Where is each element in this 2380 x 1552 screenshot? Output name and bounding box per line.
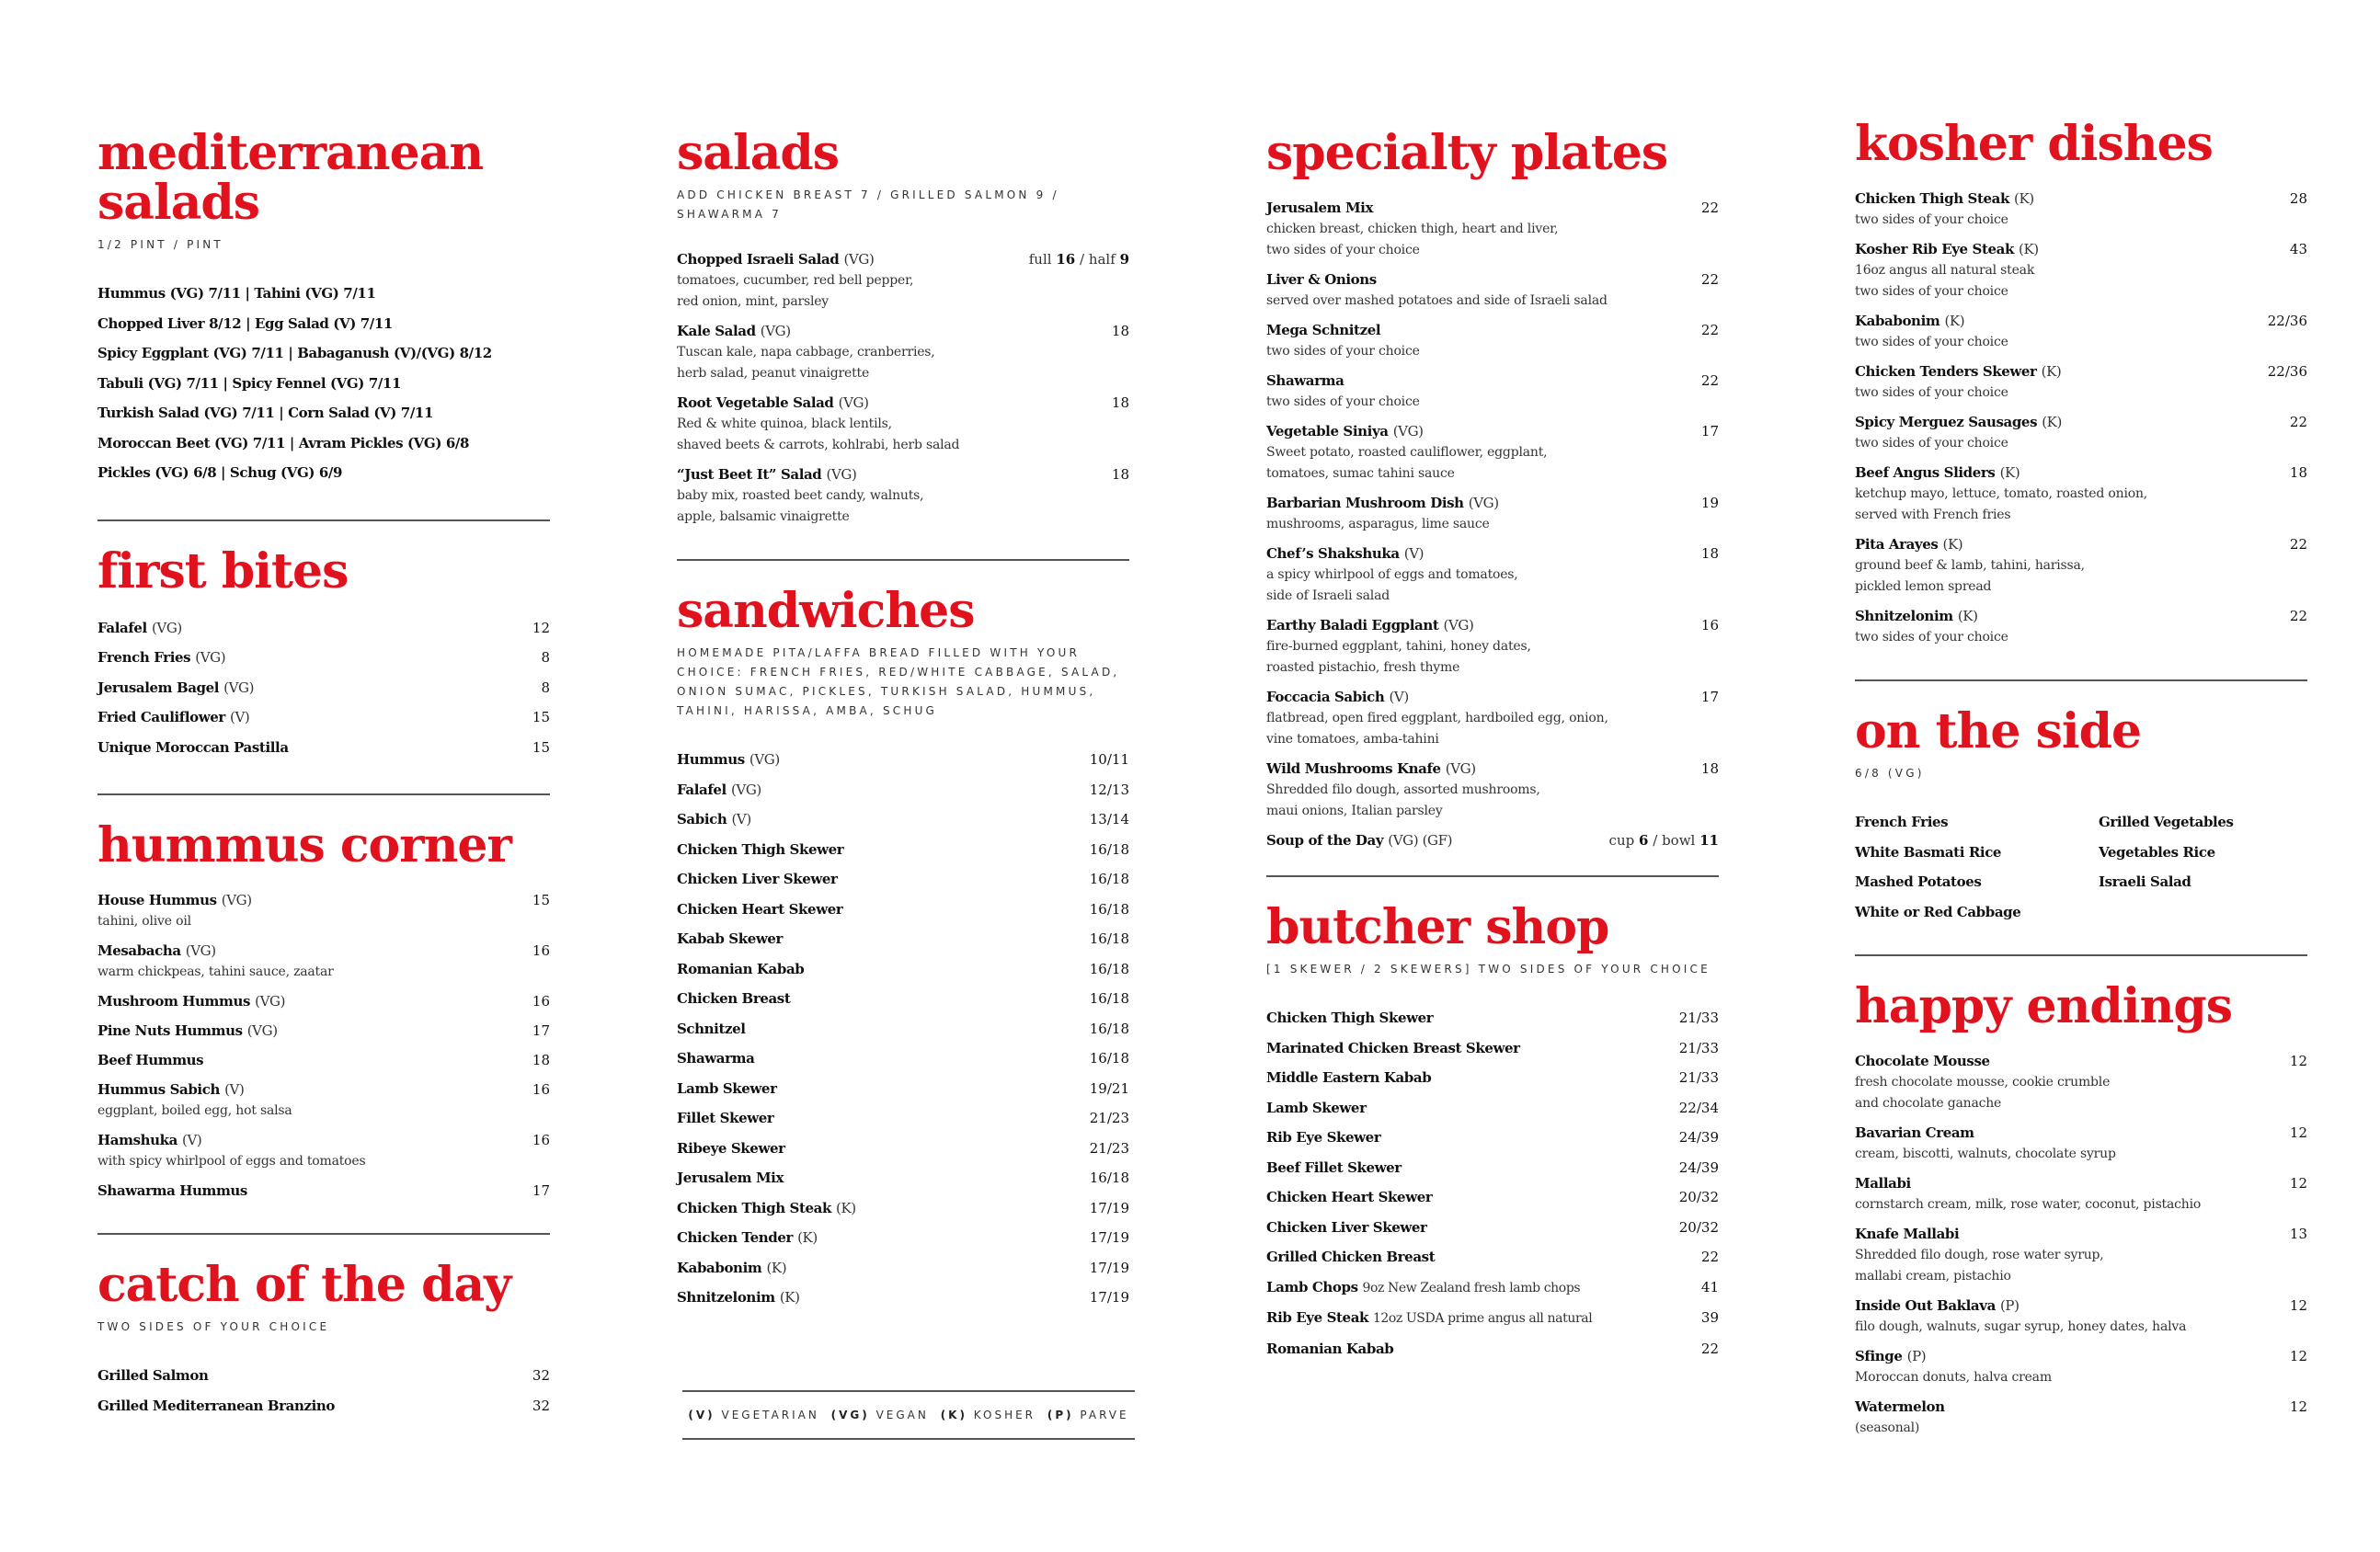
menu-line: Pickles (VG) 6/8 | Schug (VG) 6/9 — [97, 464, 343, 481]
menu-item: Lamb Skewer 19/21 — [677, 1079, 1129, 1097]
menu-item: Chef’s Shakshuka (V) a spicy whirlpool of eggs and tomatoes, side of Israeli salad 18 — [1266, 545, 1719, 603]
menu-item: Barbarian Mushroom Dish (VG) mushrooms, asparagus, lime sauce 19 — [1266, 495, 1719, 531]
menu-item: Mallabi cornstarch cream, milk, rose water, coconut, pistachio 12 — [1855, 1175, 2307, 1212]
side-item: Mashed Potatoes — [1855, 873, 1982, 890]
section-divider — [677, 559, 1129, 561]
menu-item: Earthy Baladi Eggplant (VG) fire-burned eggplant, tahini, honey dates, roasted pistachio, fresh thyme 16 — [1266, 617, 1719, 675]
section-hummus-corner — [97, 817, 550, 1202]
salad-lines — [97, 279, 550, 488]
menu-item: Kababonim (K) 17/19 — [677, 1259, 1129, 1276]
section-salads — [677, 125, 1129, 528]
menu-item: “Just Beet It” Salad (VG) baby mix, roasted beet candy, walnuts, apple, balsamic vinaigrette 18 — [677, 466, 1129, 524]
menu-item: Romanian Kabab 16/18 — [677, 960, 1129, 977]
menu-item: Spicy Merguez Sausages (K) two sides of your choice 22 — [1855, 414, 2307, 451]
menu-item: Knafe Mallabi Shredded filo dough, rose water syrup, mallabi cream, pistachio 13 — [1855, 1226, 2307, 1284]
side-item: French Fries — [1855, 814, 1949, 830]
side-item: Grilled Vegetables — [2099, 814, 2234, 830]
menu-item: Mesabacha (VG) warm chickpeas, tahini sauce, zaatar 16 — [97, 942, 550, 979]
menu-item: Chicken Tender (K) 17/19 — [677, 1229, 1129, 1246]
section-subtitle: 1/2 PINT / PINT — [97, 238, 223, 251]
menu-item: Mushroom Hummus (VG) 16 — [97, 993, 550, 1010]
price-full-half: full 16 / half 9 — [1028, 251, 1129, 268]
section-title: first bites — [97, 542, 349, 599]
menu-item: Wild Mushrooms Knafe (VG) Shredded filo dough, assorted mushrooms, maui onions, Italian parsley 18 — [1266, 760, 1719, 818]
menu-item: Chocolate Mousse fresh chocolate mousse, cookie crumble and chocolate ganache 12 — [1855, 1053, 2307, 1111]
section-subtitle: HOMEMADE PITA/LAFFA BREAD FILLED WITH YOUR CHOICE: FRENCH FRIES, RED/WHITE CABBAGE, SALAD, ONION SUMAC, PICKLES, TURKISH SALAD, HUMMUS, TAHINI, HARISSA, AMBA, SCHUG — [677, 646, 1120, 717]
menu-item: Mega Schnitzel two sides of your choice 22 — [1266, 322, 1719, 359]
section-happy-endings — [1855, 978, 2307, 1439]
menu-item: Jerusalem Mix chicken breast, chicken thigh, heart and liver, two sides of your choice 22 — [1266, 200, 1719, 257]
menu-item: Shawarma two sides of your choice 22 — [1266, 372, 1719, 409]
menu-item: Unique Moroccan Pastilla 15 — [97, 738, 550, 756]
section-subtitle: [1 SKEWER / 2 SKEWERS] TWO SIDES OF YOUR CHOICE — [1266, 963, 1711, 976]
menu-line: Hummus (VG) 7/11 | Tahini (VG) 7/11 — [97, 285, 376, 302]
menu-item: Pine Nuts Hummus (VG) 17 — [97, 1022, 550, 1039]
section-butcher-shop — [1266, 899, 1719, 1364]
price-cup-bowl: cup 6 / bowl 11 — [1608, 832, 1719, 849]
menu-item: Shawarma Hummus 17 — [97, 1182, 550, 1199]
menu-line: Turkish Salad (VG) 7/11 | Corn Salad (V) 7/11 — [97, 405, 433, 421]
menu-item: Marinated Chicken Breast Skewer 21/33 — [1266, 1039, 1719, 1056]
section-mediterranean-salads — [97, 125, 550, 488]
legend-vegan: (VG) VEGAN — [830, 1409, 929, 1421]
menu-item: Grilled Mediterranean Branzino 32 — [97, 1397, 550, 1414]
menu-item: Bavarian Cream cream, biscotti, walnuts, chocolate syrup 12 — [1855, 1124, 2307, 1161]
menu-item: Jerusalem Bagel (VG) 8 — [97, 679, 550, 696]
section-title: on the side — [1855, 703, 2142, 759]
section-title: butcher shop — [1266, 899, 1609, 955]
menu-column-4 — [1855, 116, 2307, 1446]
menu-item: Sabich (V) 13/14 — [677, 811, 1129, 827]
menu-item: Foccacia Sabich (V) flatbread, open fired eggplant, hardboiled egg, onion, vine tomatoes, amba-tahini 17 — [1266, 689, 1719, 747]
section-subtitle: TWO SIDES OF YOUR CHOICE — [97, 1320, 330, 1333]
menu-item: Kale Salad (VG) Tuscan kale, napa cabbage, cranberries, herb salad, peanut vinaigrette 18 — [677, 323, 1129, 381]
section-title: mediterranean salads — [97, 125, 484, 231]
section-sandwiches — [677, 583, 1129, 1313]
menu-column-1 — [97, 125, 550, 1421]
menu-item: Shawarma 16/18 — [677, 1050, 1129, 1067]
section-title: specialty plates — [1266, 125, 1668, 181]
section-specialty-plates — [1266, 125, 1719, 851]
section-divider — [1266, 875, 1719, 877]
menu-line: Spicy Eggplant (VG) 7/11 | Babaganush (V)/(VG) 8/12 — [97, 345, 492, 361]
menu-item: Fillet Skewer 21/23 — [677, 1110, 1129, 1126]
menu-item-soup: Soup of the Day (VG) (GF) cup 6 / bowl 11 — [1266, 829, 1719, 851]
menu-item: Hummus (VG) 10/11 — [677, 751, 1129, 768]
section-first-bites — [97, 542, 550, 763]
legend-vegetarian: (V) VEGETARIAN — [688, 1409, 819, 1421]
menu-item: Chicken Tenders Skewer (K) two sides of your choice 22/36 — [1855, 363, 2307, 400]
menu-item: Chicken Thigh Steak (K) 17/19 — [677, 1199, 1129, 1216]
menu-item: Falafel (VG) 12 — [97, 619, 550, 636]
menu-item: Rib Eye Skewer 24/39 — [1266, 1129, 1719, 1146]
legend-kosher: (K) KOSHER — [940, 1409, 1036, 1421]
menu-item: Chicken Liver Skewer 20/32 — [1266, 1218, 1719, 1236]
menu-item: Chicken Thigh Skewer 21/33 — [1266, 1010, 1719, 1026]
menu-item: Chicken Thigh Steak (K) two sides of your choice 28 — [1855, 190, 2307, 227]
menu-item: Hummus Sabich (V) eggplant, boiled egg, hot salsa 16 — [97, 1081, 550, 1118]
section-catch-of-the-day — [97, 1257, 550, 1421]
sides-grid — [1855, 807, 2307, 927]
menu-line: Moroccan Beet (VG) 7/11 | Avram Pickles (VG) 6/8 — [97, 434, 469, 451]
menu-item: Shnitzelonim (K) two sides of your choice 22 — [1855, 608, 2307, 645]
menu-item: Beef Angus Sliders (K) ketchup mayo, lettuce, tomato, roasted onion, served with French fries 18 — [1855, 464, 2307, 522]
menu-item: Grilled Chicken Breast 22 — [1266, 1249, 1719, 1265]
menu-item: Pita Arayes (K) ground beef & lamb, tahini, harissa, pickled lemon spread 22 — [1855, 536, 2307, 594]
menu-item: Chopped Israeli Salad (VG) tomatoes, cucumber, red bell pepper, red onion, mint, parsley full 16 / half 9 — [677, 248, 1129, 313]
menu-item: Jerusalem Mix 16/18 — [677, 1170, 1129, 1186]
menu-item: Liver & Onions served over mashed potatoes and side of Israeli salad 22 — [1266, 271, 1719, 308]
menu-item: Romanian Kabab 22 — [1266, 1340, 1719, 1357]
menu-item: Grilled Salmon 32 — [97, 1367, 550, 1384]
section-divider — [97, 1233, 550, 1235]
menu-line: Chopped Liver 8/12 | Egg Salad (V) 7/11 — [97, 314, 393, 332]
menu-column-3 — [1266, 125, 1719, 1364]
menu-item: Chicken Heart Skewer 20/32 — [1266, 1189, 1719, 1205]
menu-item: Falafel (VG) 12/13 — [677, 781, 1129, 798]
side-item: Vegetables Rice — [2099, 843, 2215, 861]
section-divider — [1855, 954, 2307, 956]
menu-item: Middle Eastern Kabab 21/33 — [1266, 1069, 1719, 1086]
menu-item: French Fries (VG) 8 — [97, 649, 550, 666]
menu-item: Chicken Heart Skewer 16/18 — [677, 900, 1129, 918]
menu-item: Fried Cauliflower (V) 15 — [97, 709, 550, 725]
menu-item: Schnitzel 16/18 — [677, 1020, 1129, 1037]
menu-line: Tabuli (VG) 7/11 | Spicy Fennel (VG) 7/11 — [97, 374, 402, 392]
section-divider — [97, 519, 550, 521]
menu-item: Hamshuka (V) with spicy whirlpool of eggs and tomatoes 16 — [97, 1132, 550, 1169]
section-divider — [97, 793, 550, 795]
section-subtitle: 6/8 (VG) — [1855, 767, 1925, 780]
menu-item: Kabab Skewer 16/18 — [677, 930, 1129, 947]
menu-item: Ribeye Skewer 21/23 — [677, 1139, 1129, 1157]
section-title: sandwiches — [677, 583, 975, 639]
menu-item: Kababonim (K) two sides of your choice 22/36 — [1855, 313, 2307, 349]
side-item: White Basmati Rice — [1855, 843, 2002, 861]
menu-item: Chicken Thigh Skewer 16/18 — [677, 840, 1129, 858]
section-title: salads — [677, 125, 840, 181]
section-divider — [1855, 679, 2307, 681]
menu-item: House Hummus (VG) tahini, olive oil 15 — [97, 892, 550, 929]
side-item: Israeli Salad — [2099, 873, 2191, 890]
menu-item: Beef Fillet Skewer 24/39 — [1266, 1158, 1719, 1176]
section-title: kosher dishes — [1855, 116, 2213, 172]
section-subtitle: ADD CHICKEN BREAST 7 / GRILLED SALMON 9 / SHAWARMA 7 — [677, 188, 1059, 221]
menu-item: Sfinge (P) Moroccan donuts, halva cream 12 — [1855, 1348, 2307, 1385]
dietary-legend — [682, 1390, 1135, 1440]
section-title: catch of the day — [97, 1257, 511, 1313]
section-kosher-dishes — [1855, 116, 2307, 648]
menu-item: Watermelon (seasonal) 12 — [1855, 1398, 2307, 1435]
menu-column-2 — [677, 125, 1129, 1313]
side-item: White or Red Cabbage — [1855, 903, 2021, 920]
section-on-the-side — [1855, 703, 2307, 927]
menu-item: Lamb Skewer 22/34 — [1266, 1099, 1719, 1116]
menu-item: Vegetable Siniya (VG) Sweet potato, roasted cauliflower, eggplant, tomatoes, sumac tahini sauce 17 — [1266, 423, 1719, 481]
menu-item: Root Vegetable Salad (VG) Red & white quinoa, black lentils, shaved beets & carrots, kohlrabi, herb salad 18 — [677, 394, 1129, 452]
menu-item: Rib Eye Steak 12oz USDA prime angus all natural 39 — [1266, 1309, 1719, 1326]
menu-item: Lamb Chops 9oz New Zealand fresh lamb chops 41 — [1266, 1278, 1719, 1295]
menu-item: Chicken Breast 16/18 — [677, 990, 1129, 1007]
section-title: happy endings — [1855, 978, 2232, 1034]
section-title: hummus corner — [97, 817, 511, 873]
menu-item: Beef Hummus 18 — [97, 1052, 550, 1068]
menu-item: Chicken Liver Skewer 16/18 — [677, 871, 1129, 887]
menu-item: Inside Out Baklava (P) filo dough, walnuts, sugar syrup, honey dates, halva 12 — [1855, 1297, 2307, 1334]
legend-parve: (P) PARVE — [1047, 1409, 1129, 1421]
menu-item: Kosher Rib Eye Steak (K) 16oz angus all natural steak two sides of your choice 43 — [1855, 241, 2307, 299]
menu-item: Shnitzelonim (K) 17/19 — [677, 1289, 1129, 1306]
